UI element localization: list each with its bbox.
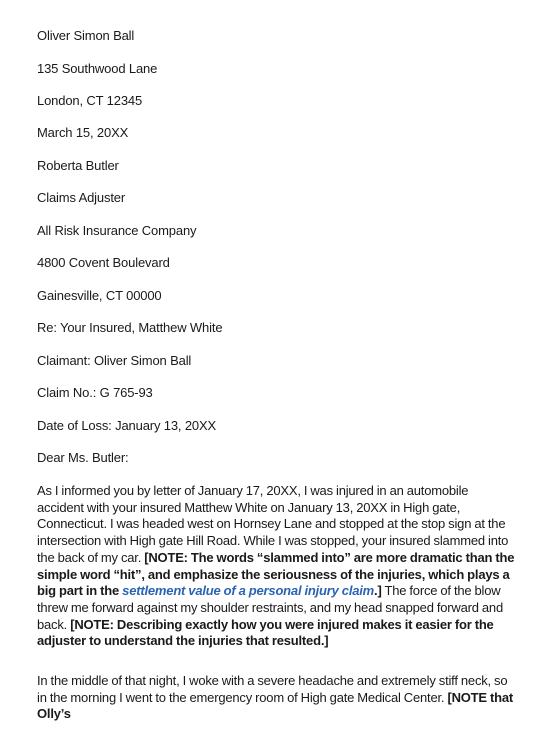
sender-name: Oliver Simon Ball — [37, 28, 135, 43]
paragraph-2-note-a: [NOTE that Olly’s — [37, 689, 514, 722]
recipient-name: Roberta Butler — [37, 158, 119, 173]
recipient-city: Gainesville, CT 00000 — [37, 288, 162, 303]
recipient-street: 4800 Covent Boulevard — [37, 255, 170, 270]
settlement-value-link[interactable]: settlement value of a personal injury claim — [122, 583, 375, 599]
recipient-title: Claims Adjuster — [37, 190, 126, 205]
re-line: Re: Your Insured, Matthew White — [37, 320, 223, 335]
letter-date: March 15, 20XX — [37, 125, 129, 140]
paragraph-1-text-b: The force of the blow threw me forward against my shoulder restraints, and my head snapped forward and back. — [37, 583, 503, 632]
sender-city: London, CT 12345 — [37, 93, 143, 108]
body-paragraph-2 — [37, 673, 515, 723]
recipient-company: All Risk Insurance Company — [37, 223, 197, 238]
salutation: Dear Ms. Butler: — [37, 450, 129, 465]
paragraph-1-note-a: [NOTE: The words “slammed into” are more dramatic than the simple word “hit”, and emphasize the seriousness of the injuries, which plays a big part in the settlement value of a personal injury claim.] — [37, 549, 515, 599]
paragraph-1-note-b: [NOTE: Describing exactly how you were injured makes it easier for the adjuster to understand the injuries that resulted.] — [37, 616, 494, 649]
date-of-loss-line: Date of Loss: January 13, 20XX — [37, 418, 217, 433]
claimant-line: Claimant: Oliver Simon Ball — [37, 353, 192, 368]
body-paragraph-1 — [37, 483, 515, 650]
claim-number-line: Claim No.: G 765-93 — [37, 385, 153, 400]
sender-street: 135 Southwood Lane — [37, 61, 158, 76]
paragraph-2-text-a: In the middle of that night, I woke with a severe headache and extremely stiff neck, so in the morning I went to the emergency room of High gate Medical Center. — [37, 673, 508, 705]
paragraph-1-text-a: As I informed you by letter of January 17, 20XX, I was injured in an automobile accident with your insured Matthew White on January 13, 20XX in High gate, Connecticut. I was headed west on Hornsey Lane and stopped at the stop sign at the intersection with High gate Hill Road. While I was stopped, your insured slammed into the back of my car. — [37, 483, 509, 565]
